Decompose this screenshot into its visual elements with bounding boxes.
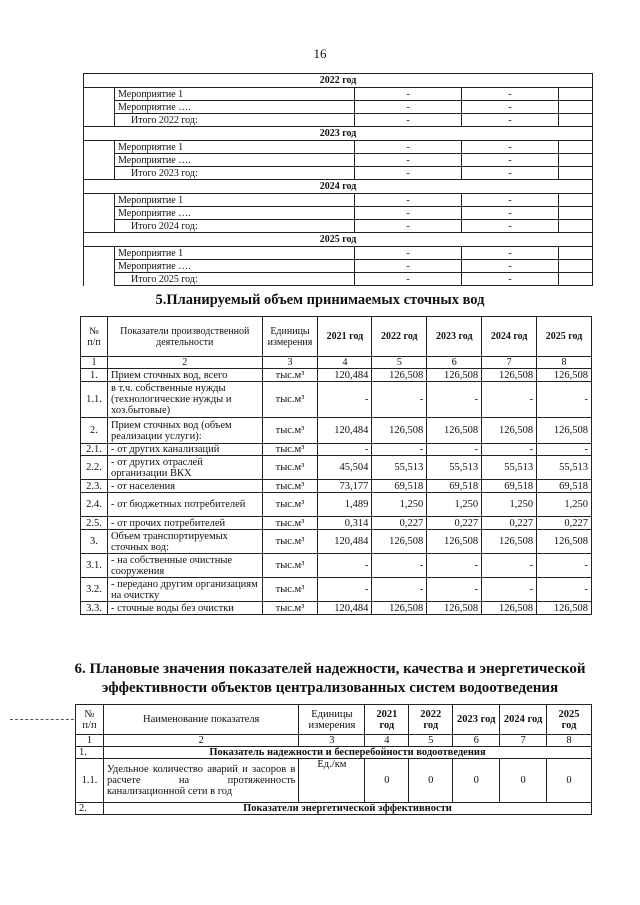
row-empty bbox=[559, 101, 593, 114]
row-value: 73,177 bbox=[318, 480, 372, 493]
row-value: 126,508 bbox=[372, 369, 427, 382]
row-value: 0 bbox=[365, 759, 409, 803]
row-value: 126,508 bbox=[427, 530, 482, 554]
row-unit: тыс.м³ bbox=[262, 418, 318, 444]
table-row bbox=[81, 554, 592, 578]
row-name: Прием сточных вод, всего bbox=[107, 369, 262, 382]
row-value: 120,484 bbox=[318, 369, 372, 382]
row-value: - bbox=[462, 220, 559, 233]
header-num: № п/п bbox=[76, 705, 104, 735]
row-value: - bbox=[462, 154, 559, 167]
table-row bbox=[84, 114, 593, 127]
row-spacer bbox=[84, 167, 115, 180]
dashed-guide-line bbox=[10, 719, 74, 720]
row-empty bbox=[559, 273, 593, 286]
row-value: 126,508 bbox=[427, 369, 482, 382]
row-value: - bbox=[355, 220, 462, 233]
table-row bbox=[76, 759, 592, 803]
column-index-row bbox=[76, 735, 592, 747]
row-value: 45,504 bbox=[318, 456, 372, 480]
table-row bbox=[84, 88, 593, 101]
row-value: 120,484 bbox=[318, 530, 372, 554]
row-value: - bbox=[372, 578, 427, 602]
row-spacer bbox=[84, 88, 115, 101]
year-heading: 2022 год bbox=[84, 74, 593, 88]
group-row bbox=[76, 747, 592, 759]
row-spacer bbox=[84, 260, 115, 273]
row-value: 126,508 bbox=[537, 602, 592, 615]
row-name: - от прочих потребителей bbox=[107, 517, 262, 530]
row-value: 1,489 bbox=[318, 493, 372, 517]
row-value: 126,508 bbox=[427, 602, 482, 615]
row-value: 69,518 bbox=[537, 480, 592, 493]
row-value: 0 bbox=[500, 759, 547, 803]
row-value: 126,508 bbox=[372, 530, 427, 554]
row-value: - bbox=[318, 444, 372, 456]
reliability-indicators-table bbox=[75, 704, 592, 815]
row-name: - сточные воды без очистки bbox=[107, 602, 262, 615]
row-num: 3.3. bbox=[81, 602, 108, 615]
row-num: 2. bbox=[81, 418, 108, 444]
row-value: 0,227 bbox=[537, 517, 592, 530]
table-row bbox=[81, 493, 592, 517]
group-num: 1. bbox=[76, 747, 104, 759]
row-value: - bbox=[462, 101, 559, 114]
index-cell: 8 bbox=[547, 735, 592, 747]
row-value: - bbox=[427, 578, 482, 602]
row-value: 1,250 bbox=[427, 493, 482, 517]
header-unit: Единицы измерения bbox=[262, 317, 318, 357]
row-name: - от других канализаций bbox=[107, 444, 262, 456]
row-unit: Ед./км bbox=[299, 759, 365, 803]
row-unit: тыс.м³ bbox=[262, 602, 318, 615]
table-row bbox=[84, 247, 593, 260]
row-value: 0 bbox=[409, 759, 453, 803]
row-name: Прием сточных вод (объем реализации услуги): bbox=[107, 418, 262, 444]
year-heading: 2024 год bbox=[84, 180, 593, 194]
row-spacer bbox=[84, 154, 115, 167]
index-cell: 1 bbox=[76, 735, 104, 747]
row-label: Итого 2025 год: bbox=[115, 273, 355, 286]
row-unit: тыс.м³ bbox=[262, 530, 318, 554]
row-value: - bbox=[372, 554, 427, 578]
row-unit: тыс.м³ bbox=[262, 369, 318, 382]
row-name: - на собственные очистные сооружения bbox=[107, 554, 262, 578]
table-header-row bbox=[76, 705, 592, 735]
year-row bbox=[84, 127, 593, 141]
year-row bbox=[84, 180, 593, 194]
row-label: Итого 2022 год: bbox=[115, 114, 355, 127]
row-unit: тыс.м³ bbox=[262, 480, 318, 493]
index-cell: 6 bbox=[453, 735, 500, 747]
row-value: 126,508 bbox=[372, 418, 427, 444]
row-value: - bbox=[462, 273, 559, 286]
table-row bbox=[84, 194, 593, 207]
row-value: 0 bbox=[453, 759, 500, 803]
row-num: 2.5. bbox=[81, 517, 108, 530]
index-cell: 7 bbox=[500, 735, 547, 747]
row-name: - от бюджетных потребителей bbox=[107, 493, 262, 517]
row-value: 126,508 bbox=[537, 369, 592, 382]
header-year: 2023 год bbox=[453, 705, 500, 735]
row-value: - bbox=[427, 382, 482, 418]
row-value: - bbox=[482, 578, 537, 602]
row-empty bbox=[559, 207, 593, 220]
events-table bbox=[83, 73, 593, 286]
row-empty bbox=[559, 247, 593, 260]
row-spacer bbox=[84, 247, 115, 260]
row-spacer bbox=[84, 273, 115, 286]
row-spacer bbox=[84, 220, 115, 233]
row-value: - bbox=[355, 88, 462, 101]
row-spacer bbox=[84, 114, 115, 127]
row-unit: тыс.м³ bbox=[262, 456, 318, 480]
index-cell: 5 bbox=[372, 357, 427, 369]
table-header-row bbox=[81, 317, 592, 357]
row-value: - bbox=[372, 444, 427, 456]
row-num: 1. bbox=[81, 369, 108, 382]
row-value: 0 bbox=[547, 759, 592, 803]
table-row bbox=[81, 456, 592, 480]
header-year: 2021 год bbox=[318, 317, 372, 357]
row-spacer bbox=[84, 194, 115, 207]
row-value: - bbox=[318, 578, 372, 602]
index-cell: 3 bbox=[299, 735, 365, 747]
group-row bbox=[76, 803, 592, 815]
row-unit: тыс.м³ bbox=[262, 493, 318, 517]
row-value: - bbox=[462, 88, 559, 101]
row-value: 0,314 bbox=[318, 517, 372, 530]
row-label: Мероприятие 1 bbox=[115, 247, 355, 260]
table-row bbox=[81, 578, 592, 602]
row-value: - bbox=[537, 578, 592, 602]
index-cell: 7 bbox=[482, 357, 537, 369]
row-label: Мероприятие 1 bbox=[115, 141, 355, 154]
row-num: 3. bbox=[81, 530, 108, 554]
row-num: 2.3. bbox=[81, 480, 108, 493]
row-value: 1,250 bbox=[482, 493, 537, 517]
row-empty bbox=[559, 114, 593, 127]
row-unit: тыс.м³ bbox=[262, 517, 318, 530]
row-value: 126,508 bbox=[372, 602, 427, 615]
row-value: 69,518 bbox=[427, 480, 482, 493]
year-heading: 2025 год bbox=[84, 233, 593, 247]
row-empty bbox=[559, 167, 593, 180]
row-value: 126,508 bbox=[482, 418, 537, 444]
row-num: 1.1. bbox=[81, 382, 108, 418]
row-value: 69,518 bbox=[372, 480, 427, 493]
row-value: - bbox=[482, 382, 537, 418]
table-row bbox=[84, 220, 593, 233]
row-name: - передано другим организациям на очистку bbox=[107, 578, 262, 602]
row-value: 55,513 bbox=[537, 456, 592, 480]
row-num: 2.4. bbox=[81, 493, 108, 517]
row-value: - bbox=[318, 554, 372, 578]
row-value: - bbox=[482, 444, 537, 456]
row-value: - bbox=[462, 194, 559, 207]
table-row bbox=[81, 530, 592, 554]
table-row bbox=[84, 167, 593, 180]
row-value: 126,508 bbox=[537, 418, 592, 444]
row-value: - bbox=[355, 247, 462, 260]
index-cell: 1 bbox=[81, 357, 108, 369]
row-value: 1,250 bbox=[372, 493, 427, 517]
table-row bbox=[84, 273, 593, 286]
row-empty bbox=[559, 154, 593, 167]
column-index-row bbox=[81, 357, 592, 369]
header-year: 2021 год bbox=[365, 705, 409, 735]
row-value: - bbox=[462, 114, 559, 127]
table-row bbox=[84, 207, 593, 220]
row-value: 126,508 bbox=[537, 530, 592, 554]
section-6-title: 6. Плановые значения показателей надежности, качества и энергетической эффективности объектов централизованных систем водоотведения bbox=[74, 661, 586, 696]
row-value: - bbox=[355, 154, 462, 167]
row-unit: тыс.м³ bbox=[262, 382, 318, 418]
row-spacer bbox=[84, 141, 115, 154]
row-value: - bbox=[318, 382, 372, 418]
year-row bbox=[84, 233, 593, 247]
table-row bbox=[81, 418, 592, 444]
index-cell: 2 bbox=[107, 357, 262, 369]
row-empty bbox=[559, 88, 593, 101]
row-value: - bbox=[355, 141, 462, 154]
group-num: 2. bbox=[76, 803, 104, 815]
row-num: 3.2. bbox=[81, 578, 108, 602]
index-cell: 6 bbox=[427, 357, 482, 369]
header-indicator: Наименование показателя bbox=[103, 705, 298, 735]
row-name: в т.ч. собственные нужды (технологические нужды и хоз.бытовые) bbox=[107, 382, 262, 418]
row-value: - bbox=[355, 167, 462, 180]
row-value: - bbox=[462, 207, 559, 220]
row-value: - bbox=[427, 554, 482, 578]
header-year: 2025 год bbox=[547, 705, 592, 735]
row-value: - bbox=[537, 444, 592, 456]
row-value: - bbox=[355, 194, 462, 207]
row-name: Удельное количество аварий и засоров в расчете на протяженность канализационной сети в год bbox=[103, 759, 298, 803]
header-year: 2025 год bbox=[537, 317, 592, 357]
row-value: 126,508 bbox=[482, 602, 537, 615]
row-value: 120,484 bbox=[318, 602, 372, 615]
year-heading: 2023 год bbox=[84, 127, 593, 141]
wastewater-volume-table bbox=[80, 316, 592, 615]
row-value: - bbox=[462, 260, 559, 273]
header-year: 2024 год bbox=[482, 317, 537, 357]
group-title: Показатель надежности и бесперебойности водоотведения bbox=[103, 747, 591, 759]
table-row bbox=[81, 517, 592, 530]
row-empty bbox=[559, 260, 593, 273]
row-value: - bbox=[355, 101, 462, 114]
table-row bbox=[81, 480, 592, 493]
row-empty bbox=[559, 194, 593, 207]
row-value: - bbox=[355, 207, 462, 220]
row-value: - bbox=[355, 273, 462, 286]
row-name: Объем транспортируемых сточных вод: bbox=[107, 530, 262, 554]
table-row bbox=[81, 369, 592, 382]
row-value: - bbox=[355, 114, 462, 127]
row-num: 2.2. bbox=[81, 456, 108, 480]
row-value: 126,508 bbox=[482, 530, 537, 554]
table-row bbox=[81, 444, 592, 456]
row-value: 69,518 bbox=[482, 480, 537, 493]
table-row bbox=[84, 141, 593, 154]
header-unit: Единицы измерения bbox=[299, 705, 365, 735]
row-unit: тыс.м³ bbox=[262, 444, 318, 456]
year-row bbox=[84, 74, 593, 88]
index-cell: 3 bbox=[262, 357, 318, 369]
table-row bbox=[84, 154, 593, 167]
header-year: 2022 год bbox=[409, 705, 453, 735]
row-value: 120,484 bbox=[318, 418, 372, 444]
row-label: Мероприятие 1 bbox=[115, 88, 355, 101]
row-value: - bbox=[427, 444, 482, 456]
row-value: 0,227 bbox=[482, 517, 537, 530]
row-unit: тыс.м³ bbox=[262, 578, 318, 602]
row-num: 3.1. bbox=[81, 554, 108, 578]
row-label: Мероприятие …. bbox=[115, 154, 355, 167]
header-year: 2023 год bbox=[427, 317, 482, 357]
row-value: - bbox=[537, 554, 592, 578]
row-value: 55,513 bbox=[482, 456, 537, 480]
row-value: 1,250 bbox=[537, 493, 592, 517]
row-label: Итого 2024 год: bbox=[115, 220, 355, 233]
row-unit: тыс.м³ bbox=[262, 554, 318, 578]
row-value: 55,513 bbox=[427, 456, 482, 480]
row-name: - от других отраслей организации ВКХ bbox=[107, 456, 262, 480]
row-spacer bbox=[84, 207, 115, 220]
table-row bbox=[81, 602, 592, 615]
row-value: - bbox=[537, 382, 592, 418]
row-label: Итого 2023 год: bbox=[115, 167, 355, 180]
row-num: 1.1. bbox=[76, 759, 104, 803]
row-value: - bbox=[355, 260, 462, 273]
row-value: - bbox=[462, 141, 559, 154]
page-number: 16 bbox=[313, 46, 327, 61]
section-5-title: 5.Планируемый объем принимаемых сточных вод bbox=[155, 292, 485, 308]
index-cell: 4 bbox=[318, 357, 372, 369]
row-label: Мероприятие …. bbox=[115, 101, 355, 114]
row-empty bbox=[559, 220, 593, 233]
row-value: - bbox=[462, 167, 559, 180]
row-num: 2.1. bbox=[81, 444, 108, 456]
row-value: 0,227 bbox=[372, 517, 427, 530]
row-label: Мероприятие 1 bbox=[115, 194, 355, 207]
row-value: 0,227 bbox=[427, 517, 482, 530]
row-value: - bbox=[482, 554, 537, 578]
header-year: 2022 год bbox=[372, 317, 427, 357]
group-title: Показатели энергетической эффективности bbox=[103, 803, 591, 815]
row-label: Мероприятие …. bbox=[115, 260, 355, 273]
header-year: 2024 год bbox=[500, 705, 547, 735]
index-cell: 2 bbox=[103, 735, 298, 747]
index-cell: 8 bbox=[537, 357, 592, 369]
row-label: Мероприятие …. bbox=[115, 207, 355, 220]
table-row bbox=[84, 101, 593, 114]
row-value: 126,508 bbox=[482, 369, 537, 382]
index-cell: 5 bbox=[409, 735, 453, 747]
table-row bbox=[81, 382, 592, 418]
row-value: 55,513 bbox=[372, 456, 427, 480]
row-empty bbox=[559, 141, 593, 154]
header-indicator: Показатели производственной деятельности bbox=[107, 317, 262, 357]
row-value: - bbox=[372, 382, 427, 418]
header-num: № п/п bbox=[81, 317, 108, 357]
row-spacer bbox=[84, 101, 115, 114]
table-row bbox=[84, 260, 593, 273]
row-value: - bbox=[462, 247, 559, 260]
row-value: 126,508 bbox=[427, 418, 482, 444]
row-name: - от населения bbox=[107, 480, 262, 493]
index-cell: 4 bbox=[365, 735, 409, 747]
